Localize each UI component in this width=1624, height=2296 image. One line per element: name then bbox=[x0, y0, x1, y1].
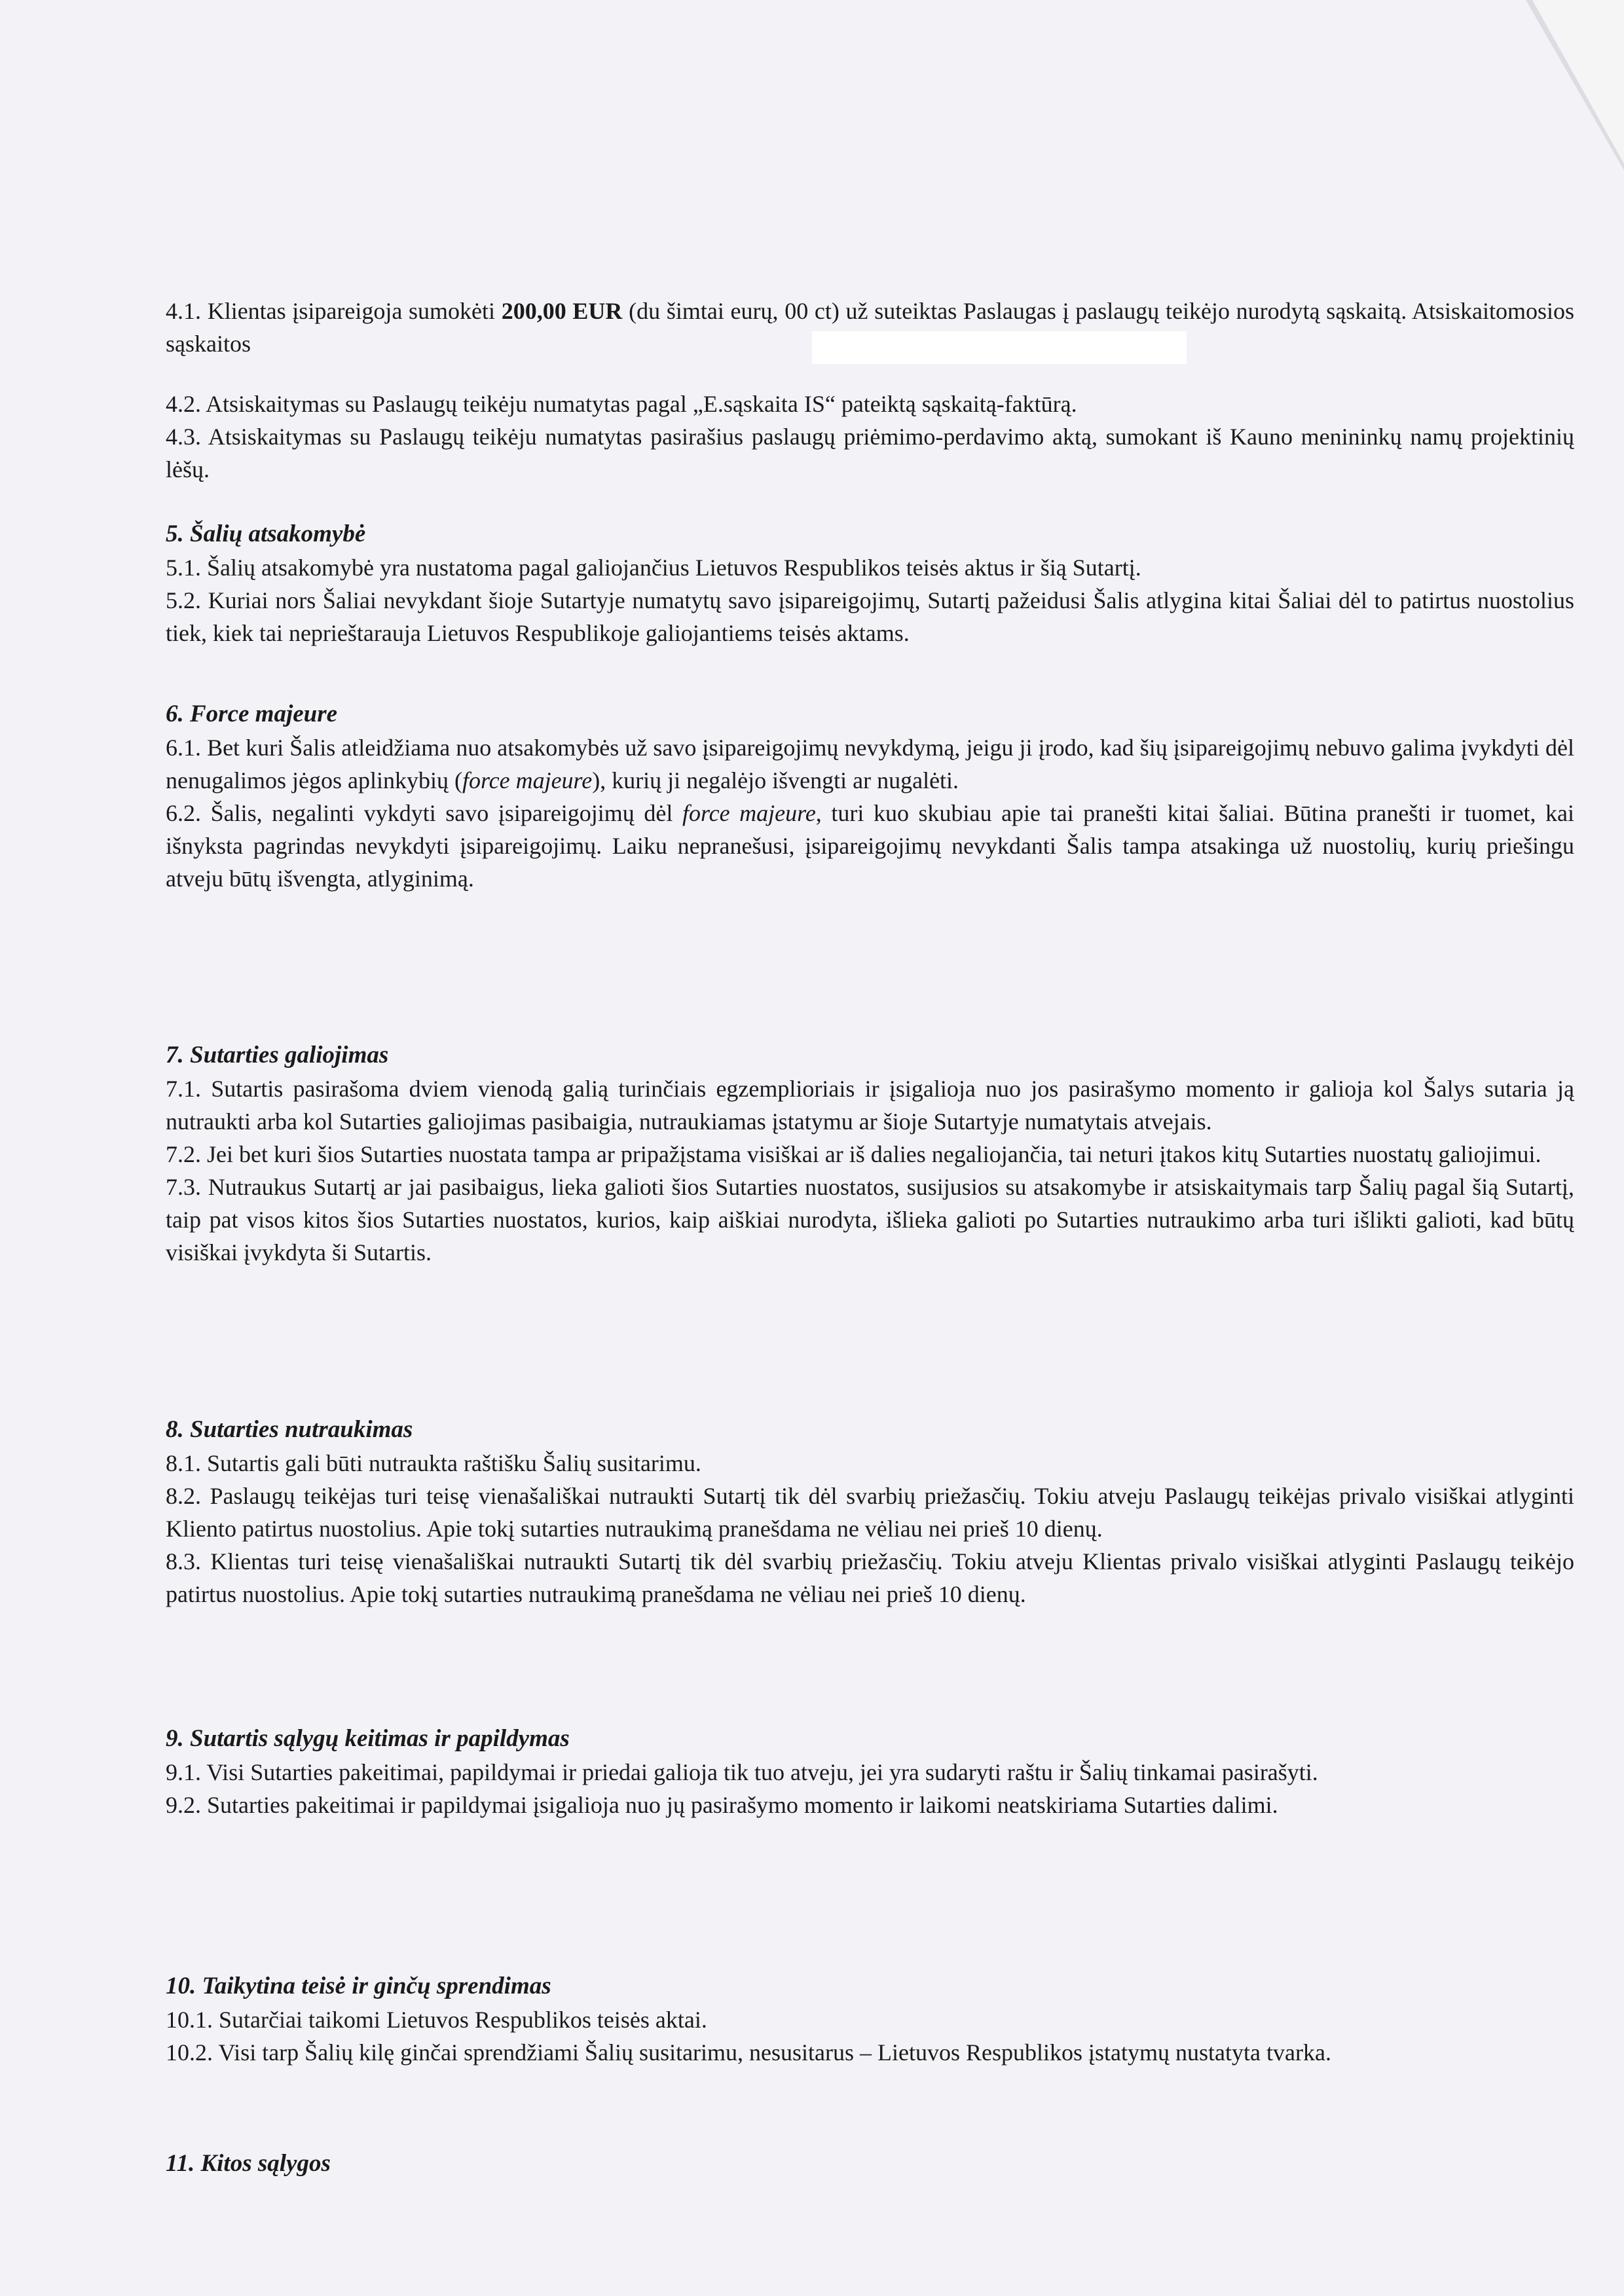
clause-text: 6.2. Šalis, negalinti vykdyti savo įsipareigojimų dėl bbox=[166, 800, 682, 826]
section-6 bbox=[166, 697, 1574, 895]
clause-text: 5.1. Šalių atsakomybė yra nustatoma pagal galiojančius Lietuvos Respublikos teisės aktus ir šią Sutartį. bbox=[166, 555, 1141, 581]
section-10 bbox=[166, 1969, 1574, 2069]
section-5 bbox=[166, 517, 1574, 649]
clause-text: 9.1. Visi Sutarties pakeitimai, papildymai ir priedai galioja tik tuo atveju, jei yra sudaryti raštu ir Šalių tinkamai pasirašyti. bbox=[166, 1759, 1318, 1785]
section-11 bbox=[166, 2147, 1574, 2181]
clause-paragraph bbox=[166, 551, 1574, 584]
clause-text: 8.1. Sutartis gali būti nutraukta raštišku Šalių susitarimu. bbox=[166, 1450, 701, 1476]
clause-paragraph bbox=[166, 1072, 1574, 1138]
section-heading: 11. Kitos sąlygos bbox=[166, 2150, 331, 2177]
clause-text: 7.3. Nutraukus Sutartį ar jai pasibaigus, lieka galioti šios Sutarties nuostatos, susijusios su atsakomybe ir atsiskaitymais tarp Šalių pagal šią Sutartį, taip pat visos kitos šios Sutarties nuostatos, kurios, kaip aiškiai nurodyta, išlieka galioti po Sutarties nutraukimo arba turi išlikti galioti, kad būtų visiškai įvykdyta ši Sutartis. bbox=[166, 1174, 1574, 1266]
section-heading: 5. Šalių atsakomybė bbox=[166, 520, 366, 547]
redacted-account-number bbox=[812, 331, 1187, 364]
page-fold-highlight bbox=[1532, 0, 1624, 164]
clause-paragraph bbox=[166, 388, 1574, 420]
clause-paragraph bbox=[166, 420, 1574, 486]
section-7 bbox=[166, 1038, 1574, 1269]
clause-paragraph bbox=[166, 797, 1574, 895]
section-9 bbox=[166, 1722, 1574, 1821]
clause-text: 6.1. Bet kuri Šalis atleidžiama nuo atsakomybės už savo įsipareigojimų nevykdymą, jeigu ji įrodo, kad šių įsipareigojimų nebuvo galima įvykdyti dėl nenugalimos jėgos aplinkybių ( bbox=[166, 735, 1574, 793]
section-heading: 8. Sutarties nutraukimas bbox=[166, 1416, 413, 1443]
clause-paragraph bbox=[166, 1545, 1574, 1611]
clause-text: 9.2. Sutarties pakeitimai ir papildymai įsigalioja nuo jų pasirašymo momento ir laikomi neatskiriama Sutarties dalimi. bbox=[166, 1792, 1278, 1818]
clause-text: 8.3. Klientas turi teisę vienašališkai nutraukti Sutartį tik dėl svarbių priežasčių. Tokiu atveju Klientas privalo visiškai atlyginti Paslaugų teikėjo patirtus nuostolius. Apie tokį sutarties nutraukimą pranešdama ne vėliau nei prieš 10 dienų. bbox=[166, 1548, 1574, 1607]
section-heading: 7. Sutarties galiojimas bbox=[166, 1042, 389, 1068]
clause-paragraph bbox=[166, 1138, 1574, 1171]
clause-paragraph bbox=[166, 1756, 1574, 1789]
clause-paragraph bbox=[166, 1480, 1574, 1545]
clause-text: 7.1. Sutartis pasirašoma dviem vienodą galią turinčiais egzemplioriais ir įsigalioja nuo jos pasirašymo momento ir galioja kol Šalys sutaria ją nutraukti arba kol Sutarties galiojimas pasibaigia, nutraukiamas įstatymu ar šioje Sutartyje numatytais atvejais. bbox=[166, 1076, 1574, 1135]
clause-text: (du šimtai eurų, 00 ct) už suteiktas Paslaugas į paslaugų teikėjo nurodytą sąskaitą. Atsiskaitomosios sąskaitos bbox=[166, 298, 1575, 357]
clause-text: 5.2. Kuriai nors Šaliai nevykdant šioje Sutartyje numatytų savo įsipareigojimų, Sutartį pažeidusi Šalis atlygina kitai Šaliai dėl to patirtus nuostolius tiek, kiek tai neprieštarauja Lietuvos Respublikoje galiojantiems teisės aktams. bbox=[166, 587, 1574, 646]
clause-paragraph bbox=[166, 1447, 1574, 1480]
italic-term: force majeure bbox=[682, 800, 816, 826]
clause-text: 10.2. Visi tarp Šalių kilę ginčai sprendžiami Šalių susitarimu, nesusitarus – Lietuvos Respublikos įstatymų nustatyta tvarka. bbox=[166, 2039, 1331, 2066]
clause-text: , turi kuo skubiau apie tai pranešti kitai šaliai. Būtina pranešti ir tuomet, kai išnyksta pagrindas nevykdyti įsipareigojimų. Laiku nepranešusi, įsipareigojimų nevykdanti Šalis tampa atsakinga už nuostolių, kurių priešingu atveju būtų išvengta, atlyginimą. bbox=[166, 800, 1575, 892]
section-8 bbox=[166, 1413, 1574, 1611]
clause-text: 4.1. Klientas įsipareigoja sumokėti bbox=[166, 298, 502, 324]
section-heading: 9. Sutartis sąlygų keitimas ir papildymas bbox=[166, 1725, 570, 1752]
clause-paragraph bbox=[166, 1171, 1574, 1269]
clause-paragraph bbox=[166, 731, 1574, 797]
clause-text: 7.2. Jei bet kuri šios Sutarties nuostata tampa ar pripažįstama visiškai ar iš dalies negaliojančia, tai neturi įtakos kitų Sutarties nuostatų galiojimui. bbox=[166, 1141, 1541, 1167]
italic-term: force majeure bbox=[462, 767, 593, 793]
clause-paragraph bbox=[166, 1789, 1574, 1821]
clause-text: 4.3. Atsiskaitymas su Paslaugų teikėju numatytas pasirašius paslaugų priėmimo-perdavimo aktą, sumokant iš Kauno menininkų namų projektinių lėšų. bbox=[166, 424, 1574, 483]
section-heading: 10. Taikytina teisė ir ginčų sprendimas bbox=[166, 1973, 551, 1999]
clause-paragraph bbox=[166, 584, 1574, 649]
section-4 bbox=[166, 295, 1574, 486]
clause-text: 4.2. Atsiskaitymas su Paslaugų teikėju numatytas pagal „E.sąskaita IS“ pateiktą sąskaitą-faktūrą. bbox=[166, 391, 1077, 417]
clause-paragraph bbox=[166, 2036, 1574, 2069]
clause-text: 8.2. Paslaugų teikėjas turi teisę vienašališkai nutraukti Sutartį tik dėl svarbių priežasčių. Tokiu atveju Paslaugų teikėjas privalo visiškai atlyginti Kliento patirtus nuostolius. Apie tokį sutarties nutraukimą pranešdama ne vėliau nei prieš 10 dienų. bbox=[166, 1483, 1574, 1542]
clause-paragraph bbox=[166, 2003, 1574, 2036]
amount-text: 200,00 EUR bbox=[501, 298, 623, 324]
section-heading: 6. Force majeure bbox=[166, 701, 338, 727]
clause-text: ), kurių ji negalėjo išvengti ar nugalėti. bbox=[592, 767, 959, 793]
clause-text: 10.1. Sutarčiai taikomi Lietuvos Respublikos teisės aktai. bbox=[166, 2007, 707, 2033]
